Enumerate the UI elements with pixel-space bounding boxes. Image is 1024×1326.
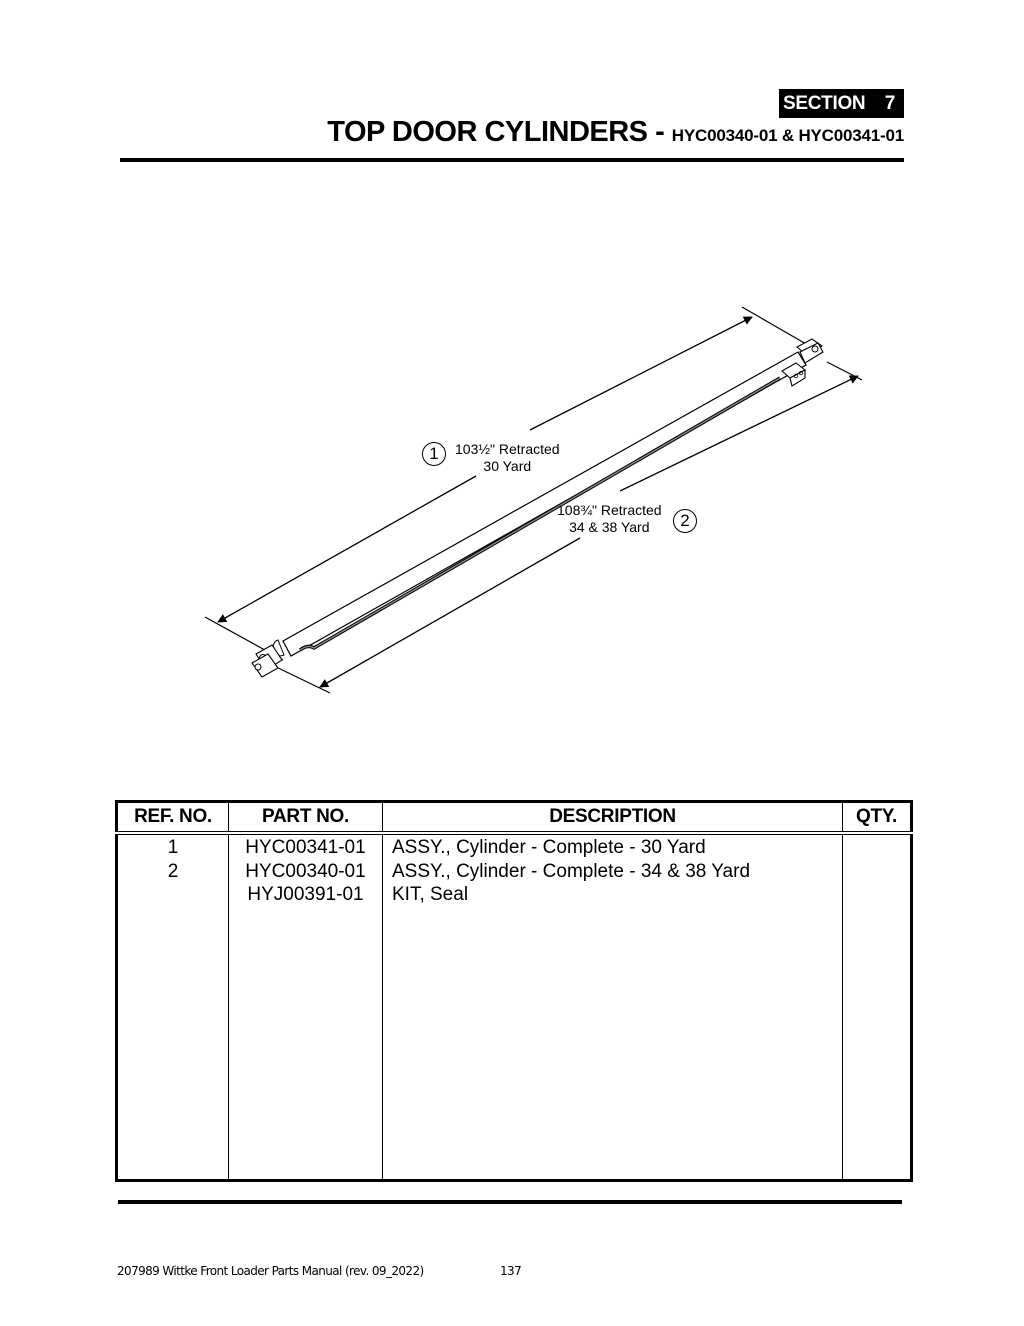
table-cell-part-no: HYC00340-01: [245, 860, 366, 882]
manual-title: 207989 Wittke Front Loader Parts Manual (rev. 09_2022): [117, 1264, 424, 1278]
column-header-description: DESCRIPTION: [383, 802, 843, 834]
parts-table: [115, 800, 913, 1182]
callout-1-size: 30 Yard: [483, 458, 532, 474]
description-column: [383, 833, 843, 1181]
table-cell-ref: 1: [167, 837, 179, 858]
page-number: 137: [500, 1264, 522, 1278]
callout-2-length: 108¾" Retracted: [557, 502, 662, 518]
table-cell-ref: [118, 883, 228, 907]
table-cell-description: ASSY., Cylinder - Complete - 34 & 38 Yard: [392, 860, 751, 882]
callout-label-2: [557, 502, 662, 536]
qty-column: [843, 833, 912, 1181]
callout-circle-2: 2: [673, 509, 697, 533]
callout-label-1: [455, 441, 560, 475]
cylinder-body: [252, 339, 823, 677]
table-cell-description: KIT, Seal: [392, 884, 469, 905]
page-title-part-numbers: HYC00340-01 & HYC00341-01: [671, 126, 904, 145]
column-header-qty: QTY.: [843, 802, 912, 834]
footer-rule: [118, 1200, 902, 1204]
callout-circle-1: 1: [422, 442, 446, 466]
table-body: [117, 833, 912, 1181]
section-label: SECTION: [783, 92, 866, 114]
table-cell-ref: 2: [167, 860, 179, 882]
column-header-ref-no: REF. NO.: [117, 802, 229, 834]
table-cell-part-no: HYC00341-01: [245, 837, 366, 858]
callout-1-length: 103½" Retracted: [455, 441, 560, 457]
section-number: 7: [884, 92, 895, 114]
table-header-row: [117, 802, 912, 834]
ref-no-column: [117, 833, 229, 1181]
callout-2-size: 34 & 38 Yard: [569, 519, 650, 535]
page-title-main: TOP DOOR CYLINDERS -: [327, 116, 665, 148]
page-footer: [117, 1264, 522, 1278]
table-cell-description: ASSY., Cylinder - Complete - 30 Yard: [392, 837, 706, 858]
column-header-part-no: PART NO.: [229, 802, 383, 834]
part-no-column: [229, 833, 383, 1181]
table-cell-part-no: HYJ00391-01: [247, 884, 364, 905]
